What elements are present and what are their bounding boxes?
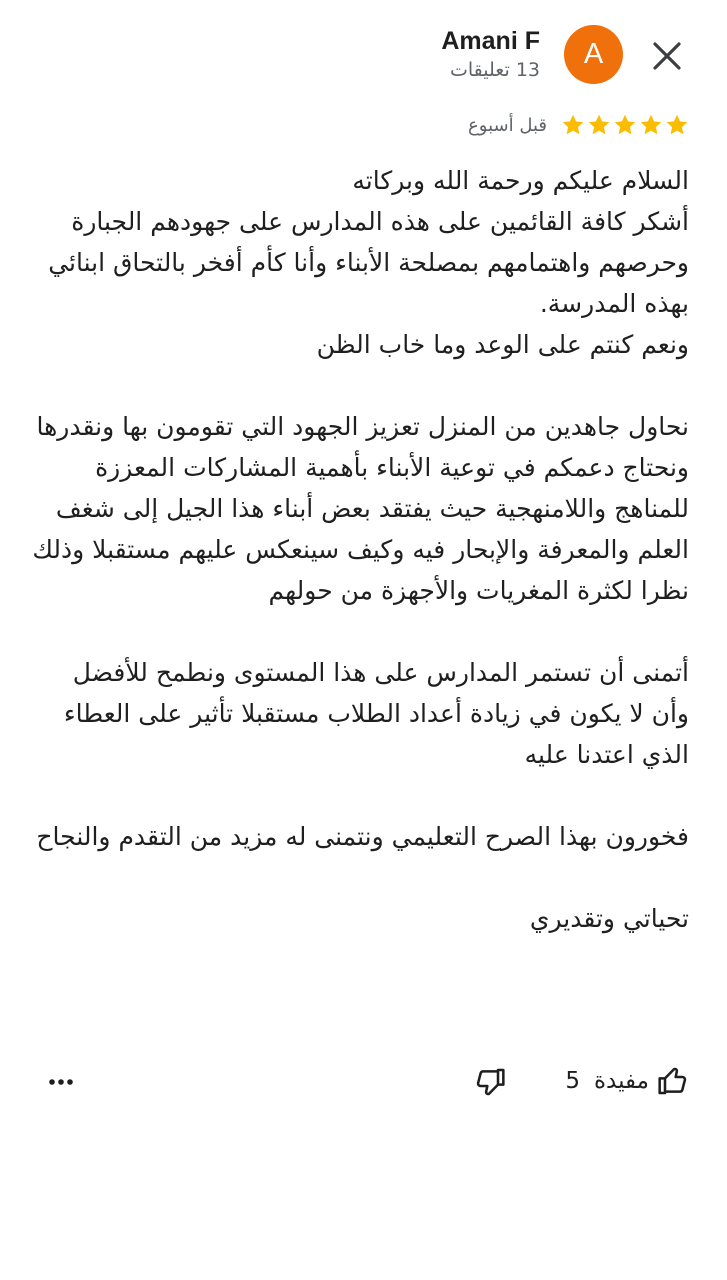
not-helpful-button[interactable] — [470, 1062, 510, 1102]
review-header — [0, 22, 727, 92]
close-button[interactable] — [647, 36, 687, 76]
review-date: قبل أسبوع — [468, 114, 547, 136]
avatar-letter: A — [583, 38, 604, 70]
reviewer-review-count: 13 تعليقات — [450, 59, 540, 81]
star-icon — [561, 113, 585, 137]
star-icon — [613, 113, 637, 137]
star-icon — [665, 113, 689, 137]
reviewer-name: Amani F — [441, 27, 540, 55]
review-paragraph: السلام عليكم ورحمة الله وبركاته أشكر كافة القائمين على هذه المدارس على جهودهم الجبارة وحرصهم واهتمامهم بمصلحة الأبناء وأنا كأم أفخر بالتحاق ابنائي بهذه المدرسة. ونعم كنتم على الوعد وما خاب الظن — [48, 166, 689, 359]
star-icon — [587, 113, 611, 137]
thumbs-down-icon — [474, 1066, 506, 1098]
close-icon — [652, 41, 682, 71]
review-text — [29, 160, 689, 939]
more-horizontal-icon — [48, 1078, 74, 1086]
review-paragraph: تحياتي وتقديري — [529, 904, 689, 933]
more-options-button[interactable] — [44, 1062, 78, 1102]
avatar[interactable] — [564, 25, 623, 84]
thumbs-up-icon — [657, 1065, 689, 1097]
helpful-label: مفيدة — [593, 1068, 649, 1094]
review-paragraph: نحاول جاهدين من المنزل تعزيز الجهود التي تقومون بها ونقدرها ونحتاج دعمكم في توعية الأبناء بأهمية المشاركات المعززة للمناهج واللامنهجية حيث يفتقد بعض أبناء هذا الجيل إلى شغف العلم والمعرفة والإبحار فيه وكيف سينعكس عليهم مستقبلا وذلك نظرا لكثرة المغريات والأجهزة من حولهم — [32, 412, 689, 605]
helpful-button[interactable] — [565, 1058, 689, 1104]
star-icon — [639, 113, 663, 137]
review-paragraph: أتمنى أن تستمر المدارس على هذا المستوى ونطمح للأفضل وأن لا يكون في زيادة أعداد الطلاب مستقبلا تأثير على العطاء الذي اعتدنا عليه — [63, 658, 689, 769]
reviewer-info[interactable] — [441, 26, 540, 84]
rating-row — [468, 113, 689, 137]
review-actions — [0, 1058, 727, 1104]
helpful-count: 5 — [565, 1068, 580, 1094]
review-paragraph: فخورون بهذا الصرح التعليمي ونتمنى له مزيد من التقدم والنجاح — [36, 822, 689, 851]
star-rating — [561, 113, 689, 137]
